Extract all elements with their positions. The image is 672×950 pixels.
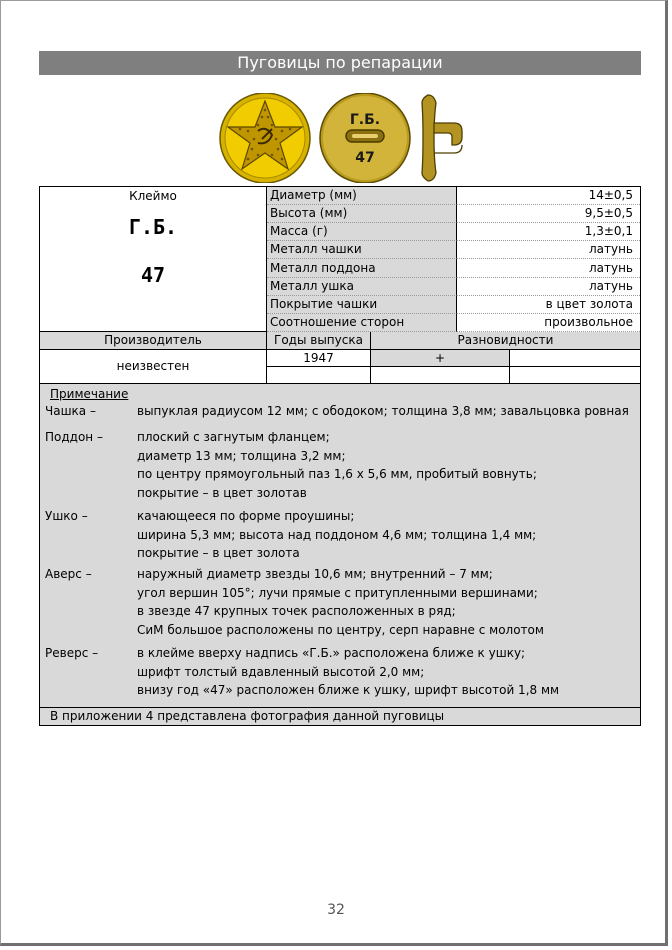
page-title: Пуговицы по репарации bbox=[39, 51, 641, 75]
stamp-label: Клеймо bbox=[129, 189, 177, 203]
variant-empty-cell bbox=[510, 350, 640, 367]
note-label: Аверс – bbox=[45, 567, 92, 581]
note-label: Поддон – bbox=[45, 430, 103, 444]
spec-value: латунь bbox=[457, 259, 640, 278]
note-text bbox=[137, 644, 559, 700]
note-line: выпуклая радиусом 12 мм; с ободоком; толщина 3,8 мм; завальцовка ровная bbox=[137, 404, 629, 418]
button-images bbox=[0, 93, 672, 183]
note-line: покрытие – в цвет золотав bbox=[137, 485, 307, 500]
spec-name: Диаметр (мм) bbox=[267, 187, 457, 205]
note-line: ширина 5,3 мм; высота над поддоном 4,6 мм; толщина 1,4 мм; bbox=[137, 527, 537, 542]
year-empty-cell bbox=[267, 367, 371, 383]
note-line: угол вершин 105°; лучи прямые с притупленными вершинами; bbox=[137, 585, 538, 600]
note-text bbox=[137, 402, 629, 421]
variants-header: Разновидности bbox=[371, 332, 640, 350]
stamp-line2: 47 bbox=[140, 263, 166, 287]
maker-header: Производитель bbox=[40, 332, 267, 350]
spec-name: Высота (мм) bbox=[267, 205, 457, 223]
note-line: в звезде 47 крупных точек расположенных в ряд; bbox=[137, 604, 456, 618]
spec-value: произвольное bbox=[457, 314, 640, 332]
variant-mark: + bbox=[371, 350, 510, 367]
note-line: плоский с загнутым фланцем; bbox=[137, 430, 330, 444]
footer-note-row bbox=[40, 707, 640, 726]
spec-value: 9,5±0,5 bbox=[457, 205, 640, 223]
spec-name: Масса (г) bbox=[267, 223, 457, 241]
note-label: Реверс – bbox=[45, 646, 99, 660]
note-line: СиМ большое расположены по центру, серп наравне с молотом bbox=[137, 622, 544, 637]
spec-name: Металл чашки bbox=[267, 241, 457, 259]
note-text bbox=[137, 428, 537, 502]
page-number: 32 bbox=[327, 902, 345, 918]
note-line: наружный диаметр звезды 10,6 мм; внутренний – 7 мм; bbox=[137, 567, 493, 581]
button-side-image bbox=[422, 95, 462, 181]
spec-name: Металл ушка bbox=[267, 278, 457, 296]
note-label: Чашка – bbox=[45, 404, 96, 418]
note-label: Ушко – bbox=[45, 509, 88, 523]
spec-name: Покрытие чашки bbox=[267, 296, 457, 314]
back-stamp-line1: Г.Б. bbox=[349, 112, 381, 128]
spec-name: Соотношение сторон bbox=[267, 314, 457, 332]
note-line: внизу год «47» расположен ближе к ушку, шрифт высотой 1,8 мм bbox=[137, 683, 560, 697]
variant-empty-cell bbox=[371, 367, 510, 383]
stamp-line1: Г.Б. bbox=[128, 215, 178, 239]
button-back-image bbox=[320, 93, 410, 183]
note-line: по центру прямоугольный паз 1,6 х 5,6 мм, пробитый вовнуть; bbox=[137, 467, 537, 481]
notes-heading: Примечание bbox=[50, 387, 129, 401]
note-line: диаметр 13 мм; толщина 3,2 мм; bbox=[137, 448, 346, 463]
note-line: шрифт толстый вдавленный высотой 2,0 мм; bbox=[137, 664, 425, 679]
year-value: 1947 bbox=[267, 350, 371, 367]
notes-section bbox=[39, 384, 641, 726]
note-text bbox=[137, 507, 536, 563]
spec-value: в цвет золота bbox=[457, 296, 640, 314]
years-header: Годы выпуска bbox=[267, 332, 371, 350]
note-text bbox=[137, 565, 544, 639]
maker-value: неизвестен bbox=[40, 350, 267, 383]
note-line: покрытие – в цвет золота bbox=[137, 546, 300, 560]
button-front-image bbox=[220, 93, 310, 183]
spec-name: Металл поддона bbox=[267, 259, 457, 278]
stamp-cell bbox=[40, 187, 267, 332]
back-stamp-line2: 47 bbox=[355, 150, 375, 166]
spec-value: латунь bbox=[457, 241, 640, 259]
spec-value: 14±0,5 bbox=[457, 187, 640, 205]
footer-note: В приложении 4 представлена фотография данной пуговицы bbox=[50, 709, 445, 723]
note-line: в клейме вверху надпись «Г.Б.» расположена ближе к ушку; bbox=[137, 646, 526, 660]
spec-value: 1,3±0,1 bbox=[457, 223, 640, 241]
spec-value: латунь bbox=[457, 278, 640, 296]
note-line: качающееся по форме проушины; bbox=[137, 509, 355, 523]
specs-table bbox=[39, 186, 641, 384]
